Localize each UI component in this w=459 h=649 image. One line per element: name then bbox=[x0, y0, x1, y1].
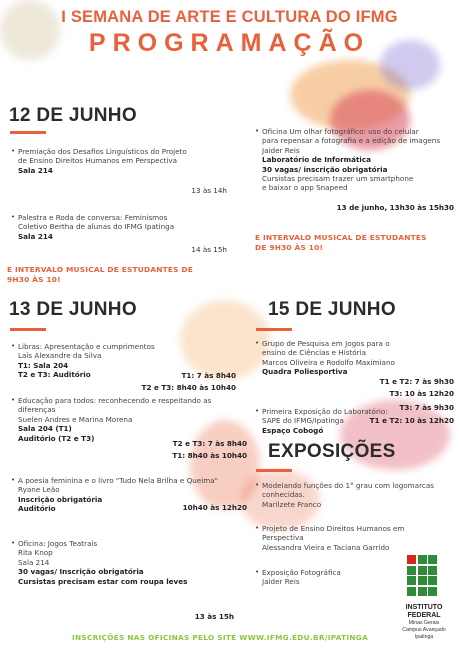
event-time: 14 às 15h bbox=[191, 245, 227, 254]
event-time: T1: 7 às 8h40 bbox=[181, 371, 236, 380]
heading-underline bbox=[256, 328, 292, 331]
bullet-icon: • bbox=[255, 127, 260, 135]
event-time: 13 às 14h bbox=[191, 186, 227, 195]
bullet-icon: • bbox=[11, 539, 16, 547]
event-time: 10h40 às 12h20 bbox=[182, 503, 247, 512]
event-item: • Oficina: Jogos Teatrais Rita Knop Sala 214 30 vagas/ Inscrição obrigatória Cursistas precisam estar com roupa leves bbox=[11, 539, 188, 586]
bullet-icon: • bbox=[255, 339, 260, 347]
page-title: PROGRAMAÇÃO bbox=[88, 29, 371, 57]
footer-registration-link[interactable]: INSCRIÇÕES NAS OFICINAS PELO SITE WWW.IFMG.EDU.BR/IPATINGA bbox=[71, 633, 369, 642]
event-time: T1 e T2: 7 às 9h30 bbox=[379, 377, 454, 386]
heading-underline bbox=[10, 328, 46, 331]
exhibitions-heading: EXPOSIÇÕES bbox=[268, 441, 396, 462]
day-heading-13: 13 DE JUNHO bbox=[9, 299, 137, 320]
event-item: • Oficina Um olhar fotográfico: uso do celular para repensar a fotografia e a edição de imagens Jaider Reis Laboratório de Informática 30 vagas/ inscrição obrigatória Cursistas precisam trazer um smartphone e baixar o app Snapeed bbox=[255, 127, 441, 193]
event-time: 13 às 15h bbox=[194, 612, 234, 621]
bullet-icon: • bbox=[255, 407, 260, 415]
event-item: • Libras: Apresentação e cumprimentos Laís Alexandre da Silva T1: Sala 204 T2 e T3: Auditório bbox=[11, 342, 155, 380]
interval-note: E INTERVALO MUSICAL DE ESTUDANTES DE 9H30 ÀS 10! bbox=[7, 265, 194, 284]
day-heading-12: 12 DE JUNHO bbox=[9, 105, 137, 126]
event-title: I SEMANA DE ARTE E CULTURA DO IFMG bbox=[61, 8, 398, 26]
event-time: T2 e T3: 8h40 às 10h40 bbox=[141, 383, 236, 392]
event-time: T1: 8h40 às 10h40 bbox=[172, 451, 247, 460]
event-time: T2 e T3: 7 às 8h40 bbox=[172, 439, 247, 448]
bullet-icon: • bbox=[255, 568, 260, 576]
bullet-icon: • bbox=[11, 213, 16, 221]
event-time: T3: 7 às 9h30 bbox=[399, 403, 454, 412]
event-item: • Palestra e Roda de conversa: Feminismos Coletivo Bertha de alunas do IFMG Ipatinga Sala 214 bbox=[11, 213, 175, 241]
bullet-icon: • bbox=[11, 396, 16, 404]
institute-logo-text: INSTITUTO FEDERAL Minas Gerais Campus Avançado Ipatinga bbox=[402, 604, 446, 640]
event-item: • Premiação dos Desafios Linguísticos do Projeto de Ensino Direitos Humanos em Perspectiva Sala 214 bbox=[11, 147, 187, 175]
heading-underline bbox=[256, 469, 292, 472]
event-time: T3: 10 às 12h20 bbox=[389, 389, 454, 398]
bullet-icon: • bbox=[255, 524, 260, 532]
interval-note: E INTERVALO MUSICAL DE ESTUDANTES DE 9H30 ÀS 10! bbox=[255, 233, 427, 252]
event-item: • Educação para todos: reconhecendo e respeitando as diferenças Suelen Andres e Marina Morena Sala 204 (T1) Auditório (T2 e T3) bbox=[11, 396, 212, 443]
exhibition-item: • Projeto de Ensino Direitos Humanos em Perspectiva Alessandra Vieira e Taciana Garrido bbox=[255, 524, 405, 552]
institute-logo-icon bbox=[407, 555, 437, 596]
event-item: • Grupo de Pesquisa em Jogos para o ensino de Ciências e História Marcos Oliveira e Rodolfo Maximiano Quadra Poliesportiva bbox=[255, 339, 395, 377]
event-item: • Primeira Exposição do Laboratório: SAPE do IFMG/Ipatinga Espaço Cobogó bbox=[255, 407, 388, 435]
event-item: • A poesia feminina e o livro "Tudo Nela Brilha e Queima" Ryane Leão Inscrição obrigatória Auditório bbox=[11, 476, 218, 514]
bullet-icon: • bbox=[11, 476, 16, 484]
exhibition-item: • Exposição Fotográfica Jaider Reis bbox=[255, 568, 341, 587]
event-time: T1 e T2: 10 às 12h20 bbox=[369, 416, 454, 425]
event-time: 13 de junho, 13h30 às 15h30 bbox=[336, 203, 454, 212]
bullet-icon: • bbox=[11, 342, 16, 350]
bullet-icon: • bbox=[11, 147, 16, 155]
day-heading-15: 15 DE JUNHO bbox=[268, 299, 396, 320]
exhibition-item: • Modelando funções do 1° grau com logomarcas conhecidas. Marilzete Franco bbox=[255, 481, 434, 509]
bullet-icon: • bbox=[255, 481, 260, 489]
heading-underline bbox=[10, 131, 46, 134]
